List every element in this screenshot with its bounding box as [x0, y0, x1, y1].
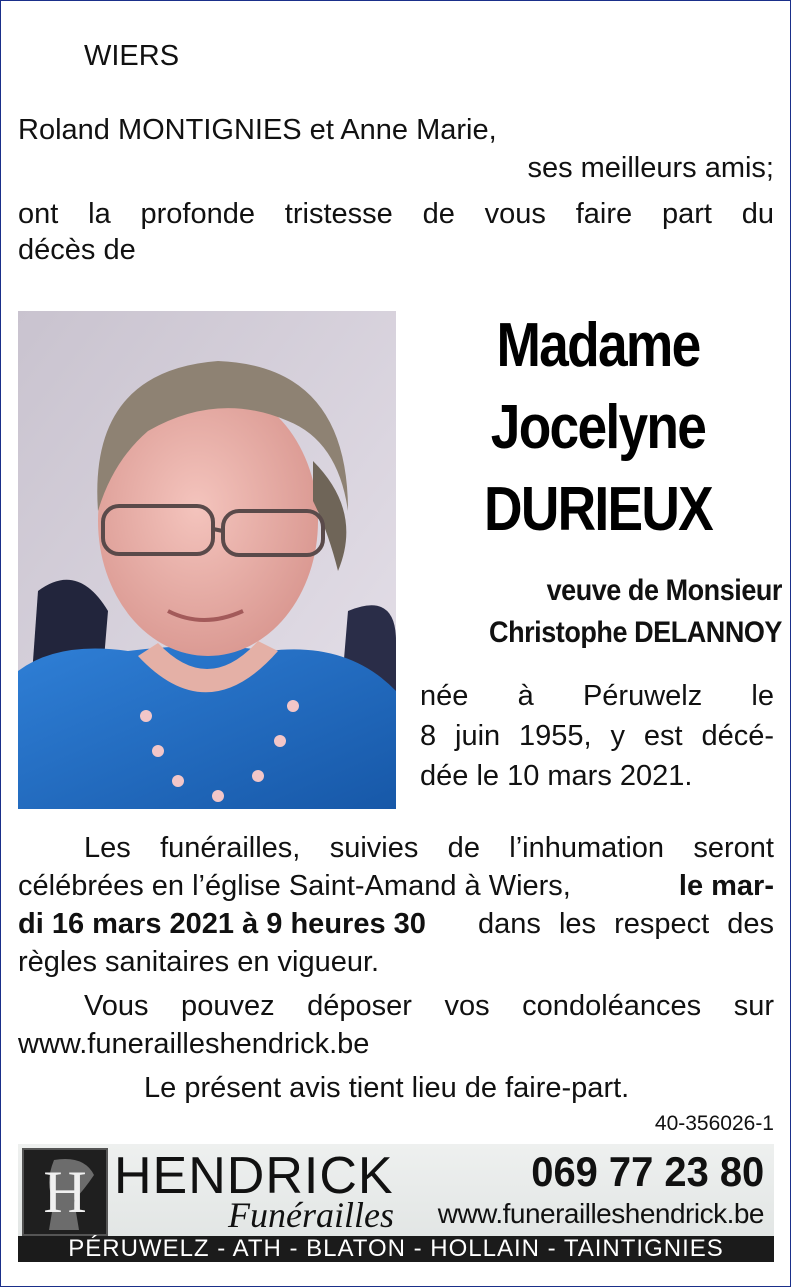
announcement-line: ont la profonde tristesse de vous faire part du: [18, 198, 774, 230]
birth-line-1: née à Péruwelz le: [420, 680, 774, 712]
funeral-line-3: [18, 904, 774, 944]
logo-box: [22, 1148, 108, 1236]
brand-name: HENDRICK: [114, 1147, 394, 1205]
funeral-church: célébrées en l’église Saint-Amand à Wiers,: [18, 870, 571, 902]
funeral-line-1: Les funérailles, suivies de l’inhumation seront: [84, 832, 774, 864]
reference-number: 40-356026-1: [654, 1112, 774, 1135]
birth-line-2: 8 juin 1955, y est décé-: [420, 720, 774, 752]
senders-relation: ses meilleurs amis;: [527, 152, 774, 184]
deceased-last-name: DURIEUX: [484, 475, 712, 544]
announcement-line-2: décès de: [18, 234, 136, 266]
spouse-name: Christophe DELANNOY: [489, 616, 782, 649]
deceased-first-name: Jocelyne: [490, 393, 706, 462]
logo-letter: H: [43, 1159, 87, 1225]
portrait-photo: [18, 311, 396, 809]
deceased-title: Madame: [496, 311, 700, 380]
locations-bar: PÉRUWELZ - ATH - BLATON - HOLLAIN - TAINTIGNIES: [18, 1236, 774, 1262]
condolences-website-link[interactable]: www.funerailleshendrick.be: [18, 1028, 370, 1060]
brand-tagline: Funérailles: [228, 1195, 394, 1235]
funeral-respect: dans les respect des: [478, 908, 774, 940]
funeral-date-start: le mar-: [678, 870, 774, 902]
condolences-line: Vous pouvez déposer vos condoléances sur: [84, 990, 774, 1022]
widow-line: veuve de Monsieur: [546, 574, 782, 607]
funeral-date: di 16 mars 2021 à 9 heures 30: [18, 908, 426, 940]
closing-text: Le présent avis tient lieu de faire-part.: [144, 1072, 630, 1104]
senders-line: Roland MONTIGNIES et Anne Marie,: [18, 114, 497, 146]
website-link[interactable]: www.funerailleshendrick.be: [437, 1198, 764, 1229]
funeral-line-4: règles sanitaires en vigueur.: [18, 946, 380, 978]
town-label: WIERS: [84, 40, 180, 72]
phone-number[interactable]: 069 77 23 80: [531, 1148, 764, 1195]
funeral-line-2: [18, 866, 774, 906]
birth-line-3: dée le 10 mars 2021.: [420, 760, 693, 792]
